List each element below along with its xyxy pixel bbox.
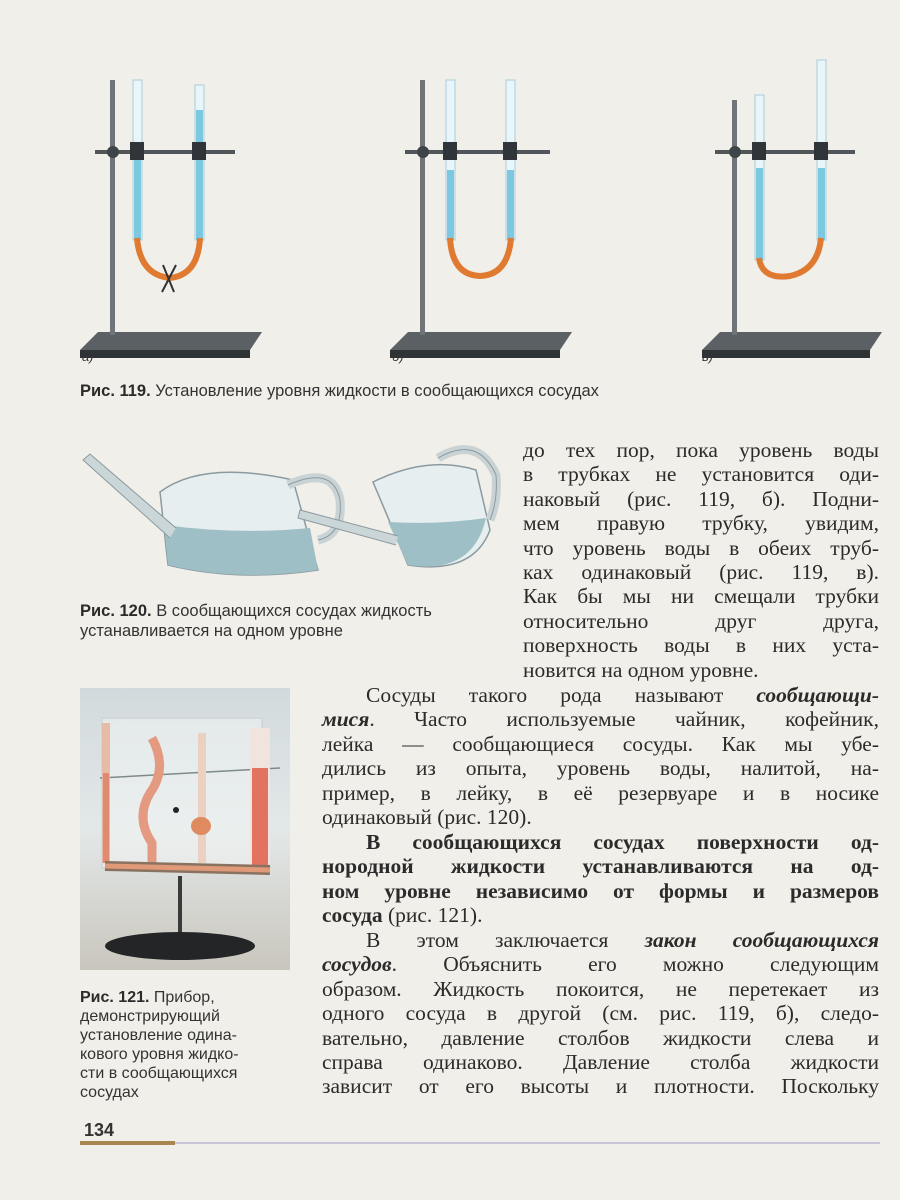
text-line: образом. Жидкость покоится, не перетекает из	[322, 976, 879, 1001]
fig121-caption-line: демонстрирующий	[80, 1008, 220, 1025]
fig119-label-b: б)	[392, 349, 404, 364]
text-fragment: Сосуды такого рода называют	[366, 683, 757, 707]
text-line: одинаковый (рис. 120).	[322, 805, 532, 830]
law-statement	[322, 830, 879, 928]
law-text: ном уровне независимо от формы и размеров	[322, 878, 879, 903]
fig119-caption-number: Рис. 119.	[80, 382, 151, 400]
page-number: 134	[84, 1120, 115, 1140]
text-line: пример, в лейку, в её резервуаре и в носике	[322, 780, 879, 805]
text-line: что уровень воды в обеих труб-	[523, 535, 879, 560]
text-line: справа одинаково. Давление столба жидкости	[322, 1050, 879, 1075]
fig119-caption	[80, 382, 599, 401]
text-line: ках одинаковый (рис. 119, в).	[523, 560, 879, 585]
fig121-caption	[80, 988, 295, 1102]
fig119-caption-text: Установление уровня жидкости в сообщающихся сосудах	[155, 382, 599, 400]
stand-a	[80, 80, 262, 358]
text-line: лейка — сообщающиеся сосуды. Как мы убе-	[322, 731, 879, 756]
paragraph-law-explanation	[322, 928, 879, 1099]
text-line: вательно, давление столбов жидкости слева и	[322, 1025, 879, 1050]
stand-c	[702, 60, 882, 358]
fig119-label-a: а)	[82, 349, 94, 364]
fig121-caption-number: Рис. 121.	[80, 989, 150, 1006]
fig120-caption-line-1: В сообщающихся сосудах жидкость	[156, 602, 432, 620]
law-text: сосуда	[322, 903, 383, 928]
text-line: в трубках не установится оди-	[523, 462, 879, 487]
text-line: наковый (рис. 119, б). Подни-	[523, 486, 879, 511]
text-line: относительно друг друга,	[523, 608, 879, 633]
text-line: новится на одном уровне.	[523, 657, 759, 682]
fig121-caption-line: Прибор,	[153, 989, 215, 1006]
text-fragment: (рис. 121).	[382, 903, 483, 928]
fig120-caption-line-2: устанавливается на одном уровне	[80, 622, 343, 640]
text-line: Как бы мы ни смещали трубки	[523, 584, 879, 609]
paragraph-communicating-vessels	[322, 683, 879, 829]
text-line: поверхность воды в них уста-	[523, 633, 879, 658]
text-line: дились из опыта, уровень воды, налитой, на-	[322, 756, 879, 781]
text-line: мем правую трубку, увидим,	[523, 511, 879, 536]
text-line: зависит от его высоты и плотности. Поскольку	[322, 1074, 879, 1099]
text-column-continuation	[523, 438, 879, 682]
term-emphasis: мися	[322, 707, 370, 732]
footer-accent-bar	[80, 1141, 175, 1145]
term-emphasis: сообщающи-	[756, 683, 879, 707]
term-emphasis: сосудов	[322, 952, 392, 977]
fig120-caption-number: Рис. 120.	[80, 602, 152, 620]
footer-rule	[175, 1142, 880, 1144]
text-fragment: . Объяснить его можно следующим	[391, 952, 879, 977]
term-emphasis: закон сообщающихся	[644, 928, 879, 952]
text-fragment: . Часто используемые чайник, кофейник,	[369, 707, 879, 732]
fig121-caption-line: кового уровня жидко-	[80, 1046, 239, 1063]
figure-120	[78, 440, 508, 590]
fig120-caption	[80, 601, 432, 641]
text-line: одного сосуда в другой (см. рис. 119, б), следо-	[322, 1001, 879, 1026]
text-line: до тех пор, пока уровень воды	[523, 438, 879, 462]
law-text: нородной жидкости устанавливаются на од-	[322, 854, 879, 879]
text-fragment: В этом заключается	[366, 928, 645, 952]
fig121-caption-line: сосудах	[80, 1084, 139, 1101]
law-text: В сообщающихся сосудах поверхности од-	[366, 830, 879, 854]
stand-b	[390, 80, 572, 358]
communicating-vessels-device	[80, 688, 290, 970]
figure-119	[70, 50, 890, 370]
watering-can-2	[298, 450, 496, 567]
fig121-caption-line: установление одина-	[80, 1027, 237, 1044]
figure-121-photo	[80, 688, 290, 970]
fig121-caption-line: сти в сообщающихся	[80, 1065, 238, 1082]
fig119-label-c: в)	[702, 349, 714, 364]
